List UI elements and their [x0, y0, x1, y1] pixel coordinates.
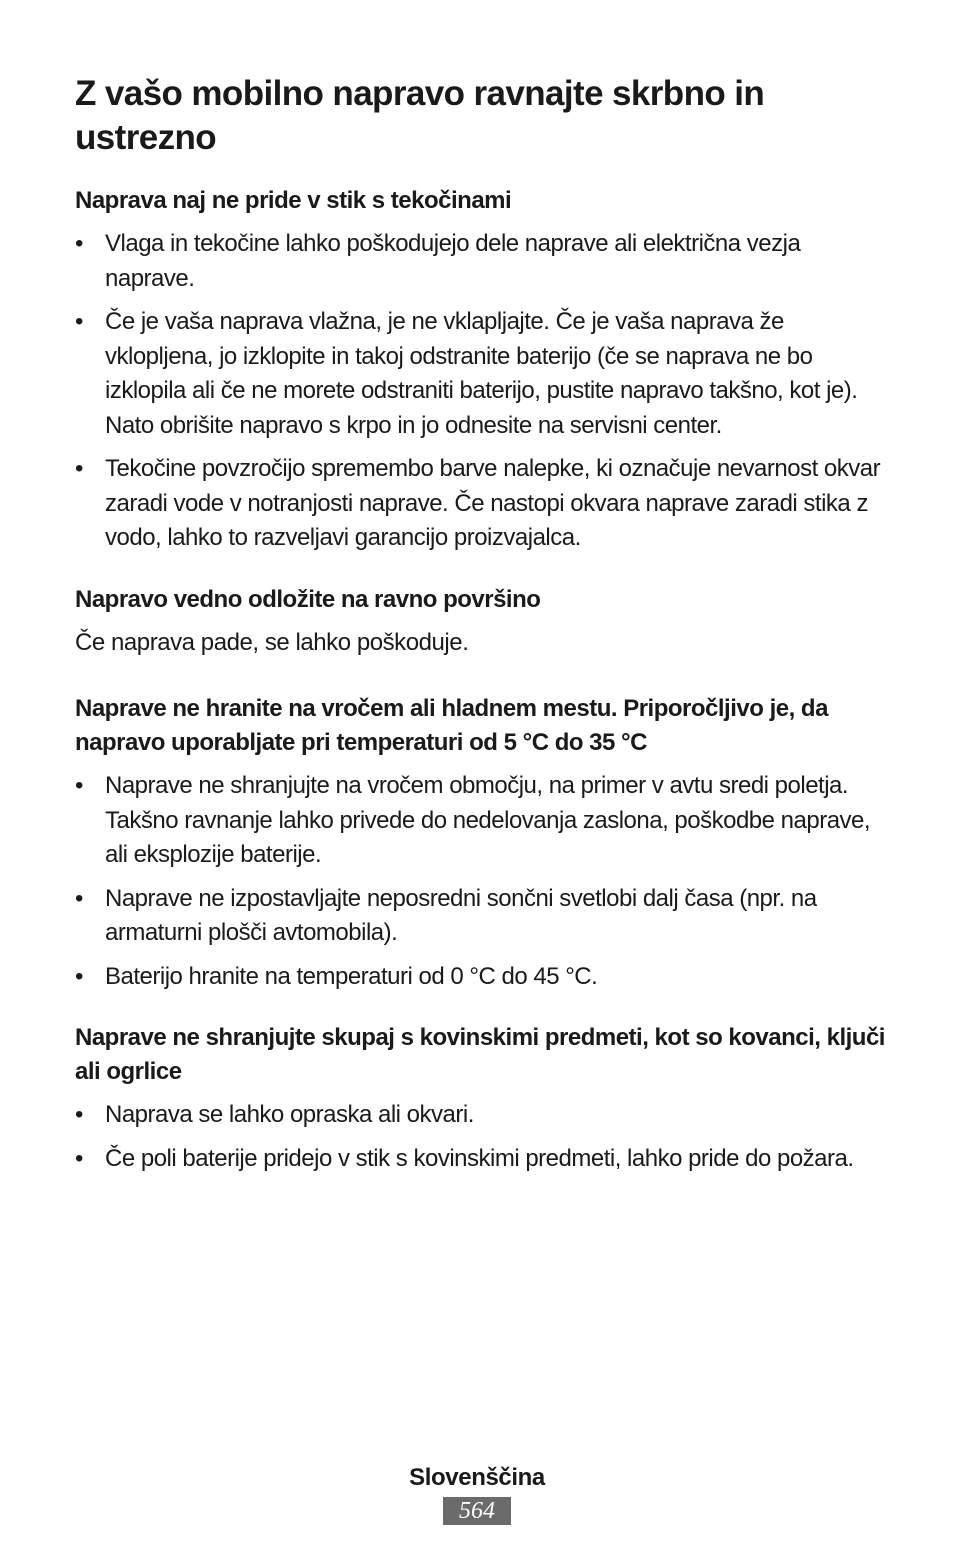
document-page — [75, 72, 885, 1203]
bullet-icon: • — [75, 1101, 83, 1128]
list-item: • Naprave ne izpostavljajte neposredni sončni svetlobi dalj časa (npr. na armaturni plošči avtomobila). — [75, 882, 885, 951]
list-item: • Naprava se lahko opraska ali okvari. — [75, 1098, 885, 1133]
list-item: • Če je vaša naprava vlažna, je ne vklapljajte. Če je vaša naprava že vklopljena, jo izklopite in takoj odstranite baterijo (če se naprava ne bo izklopila ali če ne morete odstraniti baterijo, pustite napravo takšno, kot je). Nato obrišite napravo s krpo in jo odnesite na servisni center. — [75, 305, 885, 443]
bullet-icon: • — [75, 1144, 83, 1172]
bullet-list — [75, 1098, 885, 1176]
bullet-icon: • — [75, 455, 83, 482]
list-item: • Naprave ne shranjujte na vročem območju, na primer v avtu sredi poletja. Takšno ravnanje lahko privede do nedelovanja zaslona, poškodbe naprave, ali eksplozije baterije. — [75, 769, 885, 873]
section-metal-objects — [75, 1021, 885, 1176]
page-title: Z vašo mobilno napravo ravnajte skrbno in ustrezno — [75, 74, 765, 157]
section-text: Če naprava pade, se lahko poškoduje. — [75, 628, 469, 656]
list-item: • Baterijo hranite na temperaturi od 0 °C do 45 °C. — [75, 960, 885, 995]
section-heading: Napravo vedno odložite na ravno površino — [75, 585, 541, 613]
section-liquids — [75, 184, 885, 556]
section-heading: Naprave ne shranjujte skupaj s kovinskimi predmeti, kot so kovanci, ključi ali ogrlice — [75, 1024, 885, 1085]
bullet-icon: • — [75, 772, 83, 799]
bullet-icon: • — [75, 884, 83, 912]
bullet-icon: • — [75, 230, 83, 257]
page-number: 564 — [443, 1497, 511, 1525]
list-item: • Vlaga in tekočine lahko poškodujejo dele naprave ali električna vezja naprave. — [75, 227, 885, 296]
section-temperature — [75, 692, 885, 994]
bullet-icon: • — [75, 308, 83, 335]
footer-language: Slovenščina — [409, 1464, 545, 1491]
page-footer — [0, 1462, 954, 1525]
section-heading: Naprave ne hranite na vročem ali hladnem mestu. Priporočljivo je, da napravo uporabljate pri temperaturi od 5 °C do 35 °C — [75, 695, 828, 756]
bullet-icon: • — [75, 962, 83, 990]
section-flat-surface — [75, 583, 885, 661]
bullet-list — [75, 227, 885, 556]
list-item: • Če poli baterije pridejo v stik s kovinskimi predmeti, lahko pride do požara. — [75, 1142, 885, 1177]
list-item: • Tekočine povzročijo spremembo barve nalepke, ki označuje nevarnost okvar zaradi vode v notranjosti naprave. Če nastopi okvara naprave zaradi stika z vodo, lahko to razveljavi garancijo proizvajalca. — [75, 452, 885, 556]
bullet-list — [75, 769, 885, 994]
section-heading: Naprava naj ne pride v stik s tekočinami — [75, 187, 512, 214]
